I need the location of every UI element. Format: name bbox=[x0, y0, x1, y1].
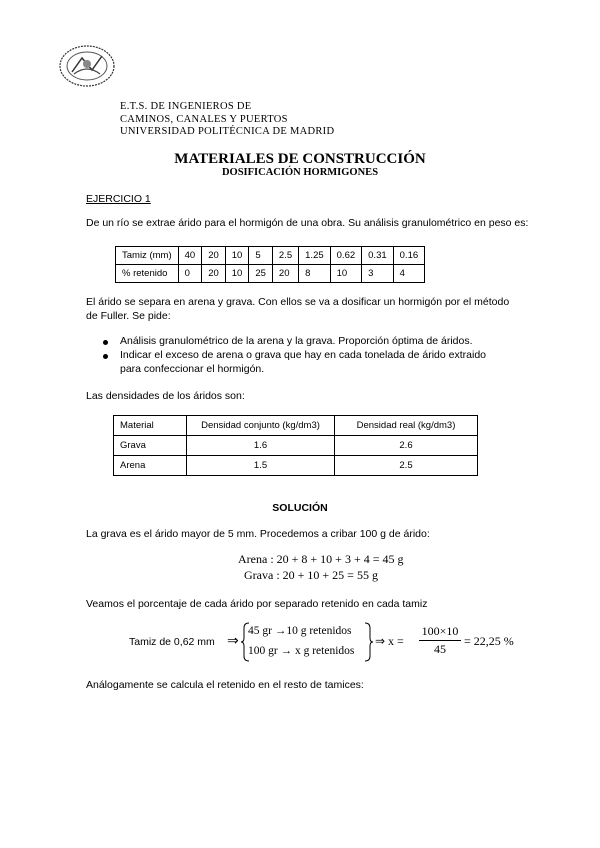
table-row-label: % retenido bbox=[116, 265, 179, 283]
table-header-row bbox=[114, 416, 478, 436]
table-cell: Arena bbox=[114, 456, 187, 476]
density-intro: Las densidades de los áridos son: bbox=[86, 390, 245, 402]
table-cell: 10 bbox=[225, 265, 249, 283]
bullet-item bbox=[103, 348, 486, 376]
table-cell: Grava bbox=[114, 436, 187, 456]
solution-line: La grava es el árido mayor de 5 mm. Procedemos a cribar 100 g de árido: bbox=[86, 528, 430, 540]
paragraph-line: de Fuller. Se pide: bbox=[86, 310, 171, 322]
institution-block bbox=[120, 101, 334, 139]
table-cell: 0.62 bbox=[330, 247, 362, 265]
table-row bbox=[116, 247, 425, 265]
bullet-icon bbox=[103, 354, 108, 359]
table-cell: 3 bbox=[362, 265, 394, 283]
equation-grava: Grava : 20 + 10 + 25 = 55 g bbox=[244, 568, 378, 582]
table-header: Material bbox=[114, 416, 187, 436]
table-cell: 20 bbox=[272, 265, 298, 283]
university-seal-logo bbox=[58, 44, 116, 88]
table-cell: 40 bbox=[178, 247, 202, 265]
table-cell: 25 bbox=[249, 265, 273, 283]
right-brace-icon bbox=[364, 622, 374, 662]
solution-line: Veamos el porcentaje de cada árido por separado retenido en cada tamiz bbox=[86, 598, 428, 610]
fraction-denominator: 45 bbox=[434, 642, 446, 656]
table-cell: 5 bbox=[249, 247, 273, 265]
table-cell: 10 bbox=[225, 247, 249, 265]
calc-row: 45 gr →10 g retenidos bbox=[248, 625, 352, 637]
document-subtitle: DOSIFICACIÓN HORMIGONES bbox=[221, 167, 379, 178]
table-cell: 8 bbox=[299, 265, 331, 283]
bullet-text: Análisis granulométrico de la arena y la grava. Proporción óptima de áridos. bbox=[120, 335, 473, 347]
table-row bbox=[116, 265, 425, 283]
calc-row: 100 gr → x g retenidos bbox=[248, 645, 355, 657]
table-cell: 20 bbox=[202, 265, 226, 283]
calc-x: ⇒ x = bbox=[375, 634, 404, 648]
exercise-intro: De un río se extrae árido para el hormigón de una obra. Su análisis granulométrico en peso es: bbox=[86, 217, 529, 229]
calc-label: Tamiz de 0,62 mm bbox=[129, 636, 215, 648]
implies-icon: ⇒ bbox=[227, 634, 239, 649]
calc-fraction bbox=[419, 624, 461, 657]
bullet-text: Indicar el exceso de arena o grava que hay en cada tonelada de árido extraido bbox=[120, 349, 487, 361]
exercise-heading: EJERCICIO 1 bbox=[86, 193, 151, 205]
bullet-text: para confeccionar el hormigón. bbox=[120, 363, 265, 375]
bullet-item bbox=[103, 334, 473, 348]
table-cell: 0 bbox=[178, 265, 202, 283]
fraction-bar bbox=[419, 640, 461, 641]
table-cell: 2.6 bbox=[335, 436, 478, 456]
table-row-label: Tamiz (mm) bbox=[116, 247, 179, 265]
institution-line: E.T.S. DE INGENIEROS DE bbox=[120, 101, 252, 112]
table-row bbox=[114, 456, 478, 476]
table-cell: 2.5 bbox=[272, 247, 298, 265]
bullet-icon bbox=[103, 340, 108, 345]
equation-arena: Arena : 20 + 8 + 10 + 3 + 4 = 45 g bbox=[238, 552, 404, 566]
solution-heading: SOLUCIÓN bbox=[272, 502, 328, 514]
paragraph-line: El árido se separa en arena y grava. Con ellos se va a dosificar un hormigón por el método bbox=[86, 296, 510, 308]
institution-line: CAMINOS, CANALES Y PUERTOS bbox=[120, 113, 288, 125]
fraction-numerator: 100×10 bbox=[421, 624, 459, 638]
table-cell: 1.25 bbox=[299, 247, 331, 265]
calc-result: = 22,25 % bbox=[464, 634, 514, 648]
table-cell: 1.5 bbox=[187, 456, 335, 476]
table-cell: 0.31 bbox=[362, 247, 394, 265]
table-cell: 10 bbox=[330, 265, 362, 283]
table-row bbox=[114, 436, 478, 456]
table-header: Densidad conjunto (kg/dm3) bbox=[187, 416, 335, 436]
density-table bbox=[113, 415, 478, 476]
document-title: MATERIALES DE CONSTRUCCIÓN bbox=[174, 151, 426, 167]
table-header: Densidad real (kg/dm3) bbox=[335, 416, 478, 436]
table-cell: 2.5 bbox=[335, 456, 478, 476]
table-cell: 4 bbox=[393, 265, 425, 283]
solution-line: Análogamente se calcula el retenido en el resto de tamices: bbox=[86, 679, 364, 691]
institution-line: UNIVERSIDAD POLITÉCNICA DE MADRID bbox=[120, 126, 335, 137]
table-cell: 1.6 bbox=[187, 436, 335, 456]
table-cell: 0.16 bbox=[393, 247, 425, 265]
table-cell: 20 bbox=[202, 247, 226, 265]
sieve-analysis-table bbox=[115, 246, 425, 283]
